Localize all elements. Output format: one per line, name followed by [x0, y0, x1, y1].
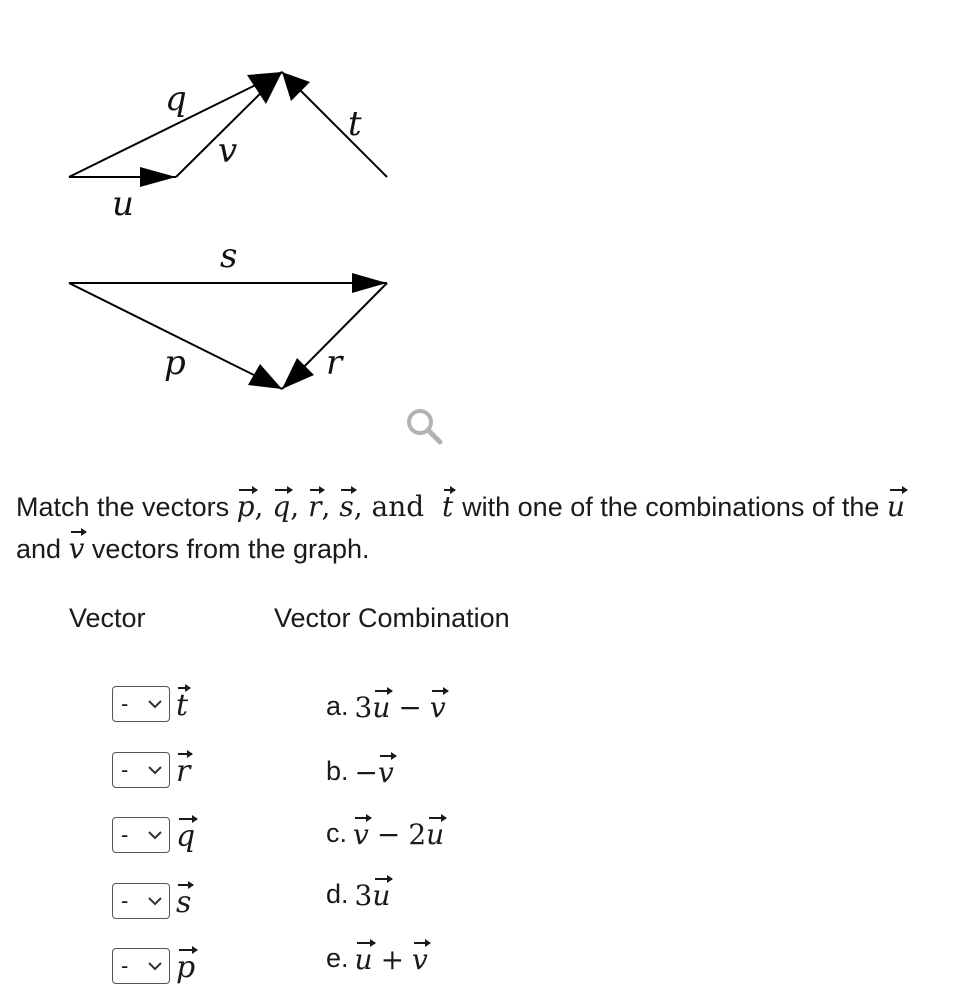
row-vector-label: s — [176, 882, 191, 918]
chevron-down-icon — [147, 763, 163, 777]
question-vector-list: p, q, r, s, and t — [237, 490, 463, 523]
combination-b: b. −v — [326, 751, 394, 791]
question-suffix: vectors from the graph. — [91, 534, 370, 564]
combination-d: d. 3u — [326, 874, 390, 914]
match-select-p[interactable] — [112, 948, 170, 984]
match-select-t[interactable] — [112, 686, 170, 722]
question-text — [16, 486, 951, 570]
row-vector-label: p — [176, 947, 195, 983]
vec-p: p — [237, 487, 255, 521]
select-value: - — [121, 953, 129, 978]
vector-u-head — [140, 167, 176, 187]
chevron-down-icon — [147, 828, 163, 842]
and-word: and — [371, 490, 425, 523]
match-select-r[interactable] — [112, 752, 170, 788]
combination-e: e. u + v — [326, 938, 428, 978]
vector-qv-head — [247, 72, 282, 104]
select-value: - — [121, 822, 129, 847]
vec-v: v — [69, 529, 85, 563]
label-q: q — [165, 79, 187, 119]
match-select-q[interactable] — [112, 817, 170, 853]
question-and: and — [16, 534, 62, 564]
label-t: t — [348, 104, 362, 144]
combination-c: c. v − 2u — [326, 813, 444, 853]
column-header-combination: Vector Combination — [274, 603, 510, 633]
chevron-down-icon — [147, 894, 163, 908]
match-row-t — [112, 684, 188, 724]
combination-a: a. 3u − v — [326, 686, 446, 726]
vec-r: r — [308, 487, 321, 521]
column-header-vector: Vector — [69, 603, 146, 633]
label-s: s — [220, 236, 238, 276]
chevron-down-icon — [147, 697, 163, 711]
vector-s-head — [352, 273, 387, 293]
match-select-s[interactable] — [112, 883, 170, 919]
match-row-p — [112, 946, 195, 986]
vec-t: t — [442, 487, 453, 521]
vector-p-head — [248, 364, 282, 389]
vec-q: q — [272, 487, 290, 521]
vec-u: u — [887, 487, 905, 521]
row-vector-label: t — [176, 685, 188, 721]
chevron-down-icon — [147, 959, 163, 973]
label-r: r — [326, 343, 343, 383]
select-value: - — [121, 691, 129, 716]
vector-diagram — [0, 0, 963, 460]
select-value: - — [121, 888, 129, 913]
magnifier-icon[interactable] — [404, 406, 444, 446]
match-row-s — [112, 881, 191, 921]
question-middle: with one of the combinations of the — [462, 492, 880, 522]
label-u: u — [112, 184, 134, 224]
match-row-q — [112, 815, 195, 855]
label-v: v — [218, 131, 238, 171]
label-p: p — [164, 343, 186, 383]
question-prefix: Match the vectors — [16, 492, 230, 522]
row-vector-label: r — [176, 751, 190, 787]
match-row-r — [112, 750, 190, 790]
row-vector-label: q — [176, 816, 195, 852]
vec-s: s — [339, 487, 353, 521]
select-value: - — [121, 757, 129, 782]
